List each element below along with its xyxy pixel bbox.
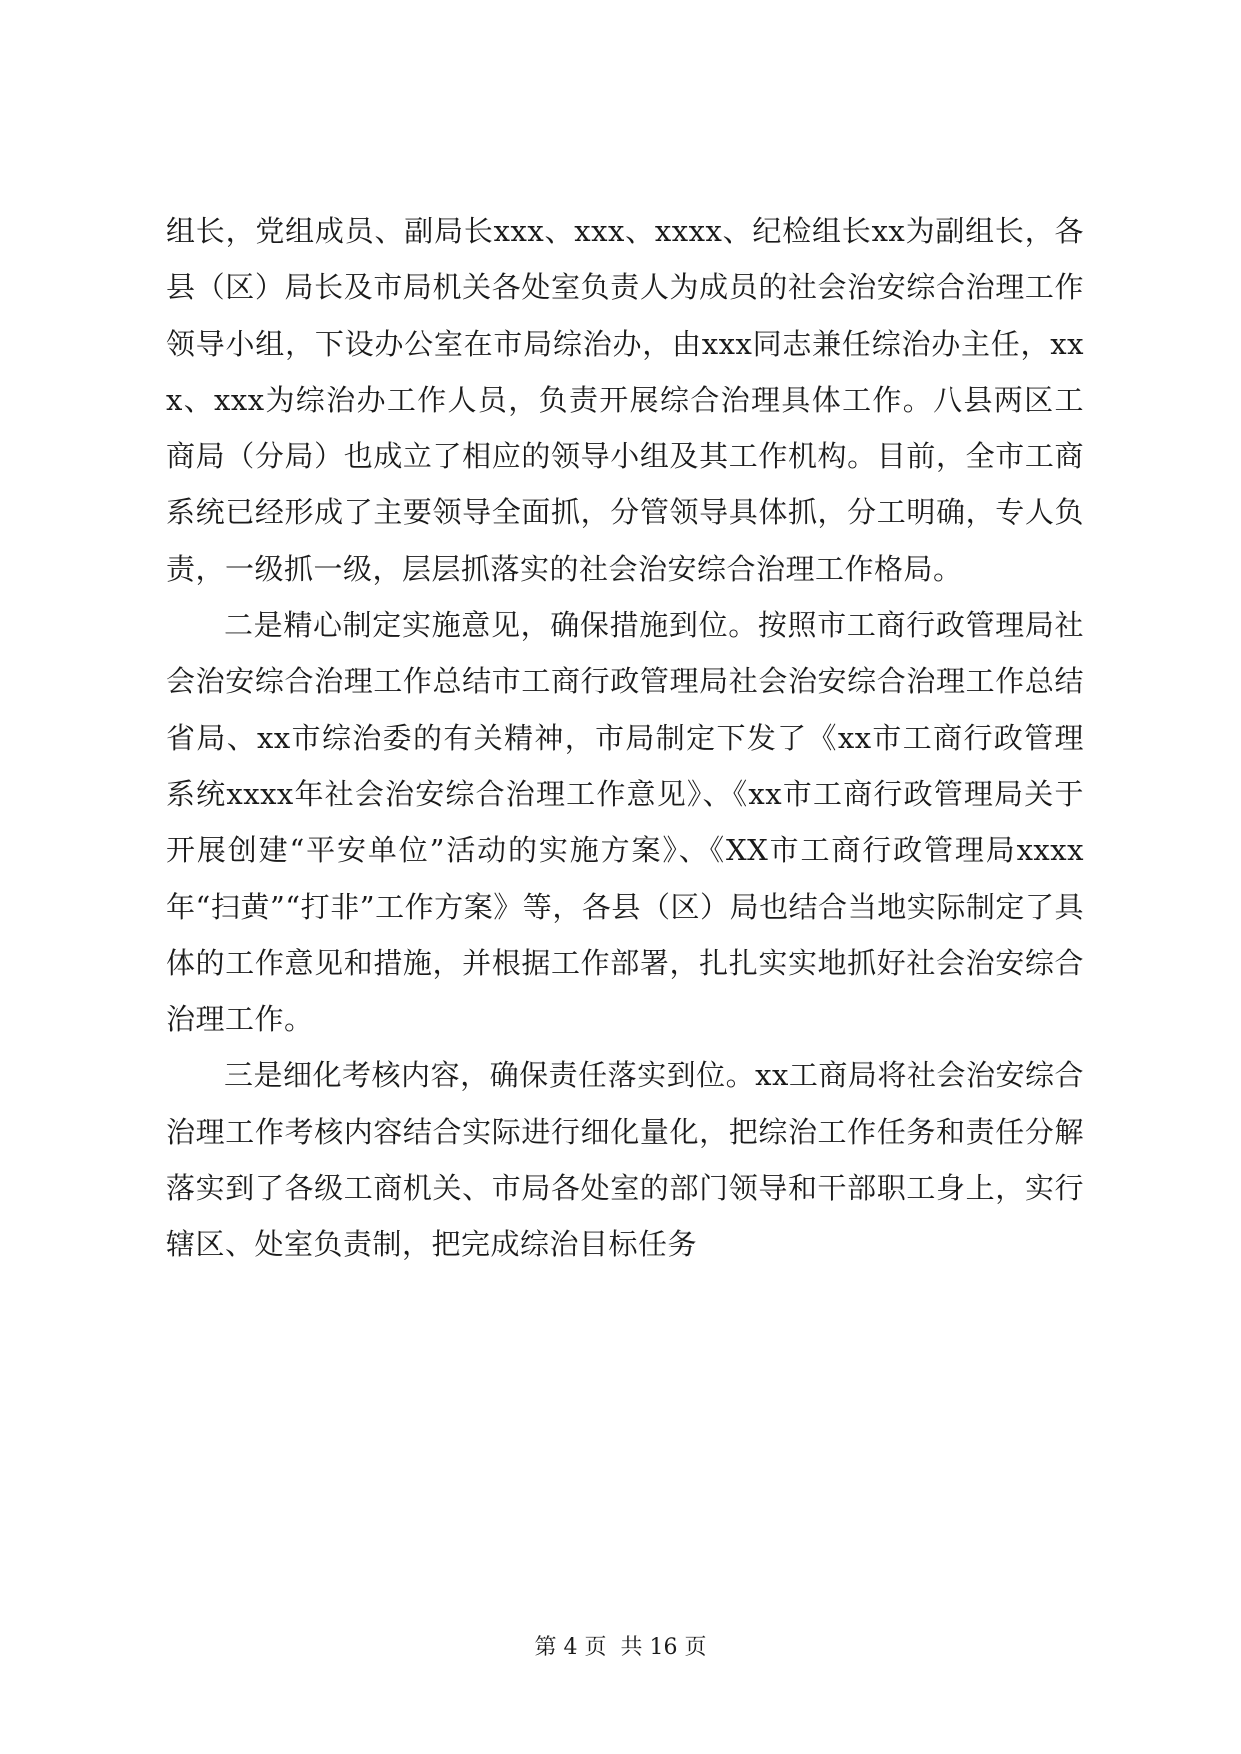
paragraph-3: 三是细化考核内容，确保责任落实到位。xx工商局将社会治安综合治理工作考核内容结合实际进行细化量化，把综治工作任务和责任分解落实到了各级工商机关、市局各处室的部门领导和干部职工身上，实行辖区、处室负责制，把完成综治目标任务	[166, 1058, 1084, 1262]
document-body	[166, 203, 1084, 1273]
page-number-label: 第 4 页 共 16 页	[534, 1635, 707, 1660]
paragraph-2: 二是精心制定实施意见，确保措施到位。按照市工商行政管理局社会治安综合治理工作总结市工商行政管理局社会治安综合治理工作总结省局、xx市综治委的有关精神，市局制定下发了《xx市工商行政管理系统xxxx年社会治安综合治理工作意见》、《xx市工商行政管理局关于开展创建“平安单位”活动的实施方案》、《XX市工商行政管理局xxxx年“扫黄”“打非”工作方案》等，各县（区）局也结合当地实际制定了具体的工作意见和措施，并根据工作部署，扎扎实实地抓好社会治安综合治理工作。	[166, 608, 1084, 1037]
page-footer	[0, 1633, 1241, 1663]
paragraph-1: 组长，党组成员、副局长xxx、xxx、xxxx、纪检组长xx为副组长，各县（区）局长及市局机关各处室负责人为成员的社会治安综合治理工作领导小组，下设办公室在市局综治办，由xxx同志兼任综治办主任，xxx、xxx为综治办工作人员，负责开展综合治理具体工作。八县两区工商局（分局）也成立了相应的领导小组及其工作机构。目前，全市工商系统已经形成了主要领导全面抓，分管领导具体抓，分工明确，专人负责，一级抓一级，层层抓落实的社会治安综合治理工作格局。	[166, 214, 1084, 586]
